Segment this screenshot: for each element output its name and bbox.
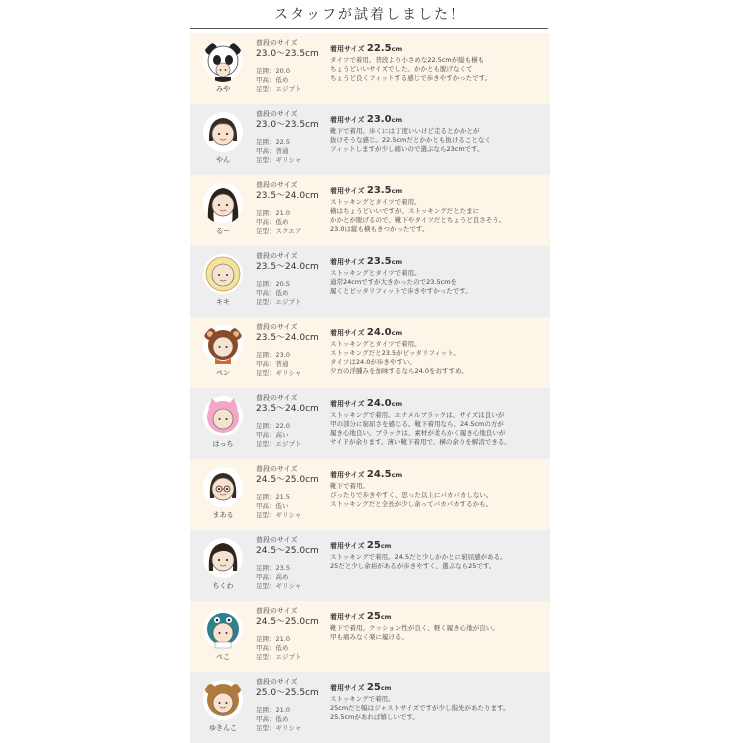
foot-stats: [256, 138, 326, 165]
staff-avatar-block: [197, 111, 249, 171]
instep-line: 甲高：低め: [256, 644, 289, 652]
wear-size-label: 着用サイズ: [330, 684, 365, 692]
review-comment-line: 靴下で着用。クッション性が良く、軽く履き心地が良い。: [330, 624, 499, 632]
foot-stats: [256, 280, 326, 307]
review-comment-line: 靴下で着用。歩くには丁度いいけど走るとかかとが: [330, 127, 480, 135]
instep-value: 低め: [275, 715, 289, 723]
instep-value: 普通: [275, 147, 289, 155]
review-comment: [330, 695, 548, 722]
staff-review-row: [190, 672, 550, 743]
usual-size-block: [256, 465, 326, 486]
wear-size-heading: [330, 185, 548, 197]
instep-label: 甲高: [256, 218, 269, 226]
wear-size-label: 着用サイズ: [330, 400, 365, 408]
staff-name: やん: [216, 156, 230, 164]
foot-type-value: ギリシャ: [275, 369, 302, 377]
staff-avatar-block: [197, 182, 249, 242]
usual-size-value: 23.5～24.0cm: [256, 262, 319, 272]
usual-size-label: 普段のサイズ: [256, 394, 298, 402]
wear-size-heading: [330, 256, 548, 268]
wear-size-label: 着用サイズ: [330, 116, 365, 124]
foot-stats: [256, 706, 326, 733]
staff-review-row: [190, 388, 550, 459]
review-comment-line: 履くとピッタリフィットで歩きやすかったです。: [330, 287, 472, 295]
foot-length-label: 足囲: [256, 635, 269, 643]
review-comment-line: ストッキングで着用。: [330, 695, 395, 703]
instep-value: 普通: [275, 360, 289, 368]
panda-icon: [202, 40, 244, 82]
wear-review-block: [330, 256, 548, 296]
usual-size-block: [256, 536, 326, 557]
blue-hood-icon: [202, 608, 244, 650]
review-comment: [330, 624, 548, 642]
foot-stats: [256, 564, 326, 591]
wear-size-value: 24.0: [366, 327, 392, 338]
foot-length-line: 足囲：20.5: [256, 280, 290, 288]
staff-review-row: [190, 459, 550, 530]
foot-length-value: 20.5: [275, 280, 290, 288]
staff-avatar-block: [197, 324, 249, 384]
wear-review-block: [330, 540, 548, 571]
foot-type-label: 足型: [256, 440, 269, 448]
foot-type-line: 足型：ギリシャ: [256, 582, 302, 590]
review-comment-line: かかとが脱げるので、靴下やタイツだとちょうど良さそう。: [330, 216, 506, 224]
wear-review-block: [330, 114, 548, 154]
wear-size-value: 23.5: [366, 185, 392, 196]
wear-size-label: 着用サイズ: [330, 613, 365, 621]
staff-name: はっち: [212, 440, 234, 448]
usual-size-value: 23.0～23.5cm: [256, 120, 319, 130]
wear-size-unit: cm: [391, 329, 403, 337]
foot-length-line: 足囲：23.0: [256, 351, 290, 359]
review-comment-line: ストッキングとタイツで着用。: [330, 198, 421, 206]
usual-size-value: 25.0～25.5cm: [256, 688, 319, 698]
foot-type-line: 足型：エジプト: [256, 298, 302, 306]
review-comment: [330, 553, 548, 571]
foot-length-label: 足囲: [256, 138, 269, 146]
foot-type-label: 足型: [256, 227, 269, 235]
wear-size-heading: [330, 611, 548, 623]
foot-length-line: 足囲：20.0: [256, 67, 290, 75]
instep-line: 甲高：普通: [256, 360, 289, 368]
foot-type-value: エジプト: [275, 85, 302, 93]
instep-value: 低め: [275, 644, 289, 652]
instep-value: 低い: [275, 502, 289, 510]
usual-size-block: [256, 181, 326, 202]
foot-length-label: 足囲: [256, 706, 269, 714]
review-comment-line: 抜けそうな感じ。22.5cmだとかかとも抜けることなく: [330, 136, 491, 144]
wear-size-heading: [330, 43, 548, 55]
usual-size-value: 24.5～25.0cm: [256, 617, 319, 627]
usual-size-label: 普段のサイズ: [256, 181, 298, 189]
instep-line: 甲高：高い: [256, 431, 289, 439]
foot-length-label: 足囲: [256, 564, 269, 572]
staff-name: キキ: [216, 298, 230, 306]
review-comment: [330, 411, 548, 447]
staff-review-list: [190, 33, 550, 743]
wear-size-label: 着用サイズ: [330, 187, 365, 195]
staff-name: みや: [216, 85, 230, 93]
wear-size-value: 22.5: [366, 43, 392, 54]
wear-size-value: 24.0: [366, 398, 392, 409]
title-divider: [190, 28, 548, 29]
foot-length-line: 足囲：21.0: [256, 706, 290, 714]
review-comment-line: 25cmだと幅はジャストサイズですが少し指先があたります。: [330, 704, 510, 712]
review-comment: [330, 56, 548, 83]
staff-name: るー: [216, 227, 230, 235]
foot-length-value: 21.5: [275, 493, 290, 501]
wear-size-heading: [330, 540, 548, 552]
instep-value: 低め: [275, 218, 289, 226]
staff-avatar-block: [197, 466, 249, 526]
instep-label: 甲高: [256, 715, 269, 723]
foot-type-label: 足型: [256, 369, 269, 377]
usual-size-label: 普段のサイズ: [256, 678, 298, 686]
foot-length-value: 21.0: [275, 209, 290, 217]
staff-avatar-block: [197, 395, 249, 455]
foot-type-label: 足型: [256, 298, 269, 306]
staff-review-row: [190, 246, 550, 317]
foot-type-line: 足型：エジプト: [256, 85, 302, 93]
staff-name: ゆきんこ: [209, 724, 237, 732]
wear-size-unit: cm: [391, 187, 403, 195]
instep-label: 甲高: [256, 76, 269, 84]
usual-size-value: 24.5～25.0cm: [256, 475, 319, 485]
usual-size-value: 23.5～24.0cm: [256, 333, 319, 343]
wear-size-unit: cm: [391, 45, 403, 53]
foot-type-label: 足型: [256, 156, 269, 164]
wear-size-value: 25: [366, 682, 381, 693]
review-comment-line: 通常24cmですが大きかったので23.5cmを: [330, 278, 458, 286]
review-comment-line: 25.5cmがあれば嬉しいです。: [330, 713, 419, 721]
wear-size-value: 24.5: [366, 469, 392, 480]
review-comment-line: サイドが余ります。薄い靴下着用で、横の余りを解消できる。: [330, 438, 511, 446]
instep-line: 甲高：低め: [256, 289, 289, 297]
foot-type-value: ギリシャ: [275, 511, 302, 519]
foot-length-line: 足囲：22.0: [256, 422, 290, 430]
foot-length-value: 23.5: [275, 564, 290, 572]
review-comment-line: 夕方の浮腫みを加味するなら24.0をおすすめ。: [330, 367, 468, 375]
foot-type-label: 足型: [256, 85, 269, 93]
staff-avatar-block: [197, 253, 249, 313]
wear-size-label: 着用サイズ: [330, 329, 365, 337]
review-comment-line: ストッキングとタイツで着用。: [330, 269, 421, 277]
foot-type-label: 足型: [256, 582, 269, 590]
foot-length-value: 20.0: [275, 67, 290, 75]
instep-line: 甲高：低め: [256, 76, 289, 84]
review-comment-line: ストッキングだと23.5がピッタリフィット。: [330, 349, 460, 357]
instep-label: 甲高: [256, 360, 269, 368]
staff-review-row: [190, 175, 550, 246]
instep-label: 甲高: [256, 147, 269, 155]
usual-size-block: [256, 678, 326, 699]
foot-length-label: 足囲: [256, 422, 269, 430]
foot-stats: [256, 351, 326, 378]
foot-type-value: スクエア: [275, 227, 302, 235]
instep-label: 甲高: [256, 431, 269, 439]
pink-cat-icon: [202, 395, 244, 437]
foot-type-value: ギリシャ: [275, 582, 302, 590]
foot-length-value: 21.0: [275, 706, 290, 714]
wear-size-label: 着用サイズ: [330, 258, 365, 266]
bear-icon: [202, 324, 244, 366]
review-comment-line: 横はちょうどいいですが、ストッキングだとたまに: [330, 207, 480, 215]
review-comment: [330, 127, 548, 154]
review-comment-line: ストッキングで着用。24.5だと少しかかとに窮屈感がある。: [330, 553, 507, 561]
wear-review-block: [330, 469, 548, 509]
foot-length-label: 足囲: [256, 209, 269, 217]
instep-label: 甲高: [256, 644, 269, 652]
wear-review-block: [330, 327, 548, 376]
review-comment-line: ストッキングだと全長が少し余ってパカパカするかも。: [330, 500, 493, 508]
instep-line: 甲高：高め: [256, 573, 289, 581]
usual-size-value: 23.0～23.5cm: [256, 49, 319, 59]
foot-type-label: 足型: [256, 724, 269, 732]
wear-size-heading: [330, 398, 548, 410]
woman-medium-hair-icon: [202, 111, 244, 153]
staff-avatar-block: [197, 537, 249, 597]
review-comment-line: 甲も痛みなく楽に履ける。: [330, 633, 408, 641]
foot-length-line: 足囲：21.0: [256, 635, 290, 643]
foot-type-label: 足型: [256, 511, 269, 519]
instep-value: 高い: [275, 431, 289, 439]
foot-type-line: 足型：エジプト: [256, 440, 302, 448]
review-comment-line: ぴったりで歩きやすく、思った以上にパカパカしない。: [330, 491, 493, 499]
wear-size-unit: cm: [380, 613, 392, 621]
review-comment-line: タイツで着用。普段より小さめな22.5cmが縦も横も: [330, 56, 485, 64]
staff-review-row: [190, 601, 550, 672]
wear-size-unit: cm: [380, 684, 392, 692]
foot-type-line: 足型：スクエア: [256, 227, 302, 235]
usual-size-label: 普段のサイズ: [256, 323, 298, 331]
foot-type-value: エジプト: [275, 653, 302, 661]
wear-review-block: [330, 611, 548, 642]
review-comment-line: ストッキングで着用。エナメルブラックは、サイズは良いが: [330, 411, 505, 419]
foot-stats: [256, 209, 326, 236]
staff-review-row: [190, 317, 550, 388]
review-comment-line: ストッキングとタイツで着用。: [330, 340, 421, 348]
foot-stats: [256, 422, 326, 449]
review-comment-line: 靴下で着用。: [330, 482, 369, 490]
review-comment-line: 23.0は縦も横もきつかったです。: [330, 225, 429, 233]
staff-review-row: [190, 530, 550, 601]
wear-review-block: [330, 682, 548, 722]
wear-size-value: 25: [366, 540, 381, 551]
usual-size-value: 23.5～24.0cm: [256, 191, 319, 201]
foot-length-line: 足囲：22.5: [256, 138, 290, 146]
foot-length-line: 足囲：21.5: [256, 493, 290, 501]
foot-length-value: 22.5: [275, 138, 290, 146]
review-comment-line: 履き心地良い。ブラックは、素材が柔らかく履き心地良いが: [330, 429, 506, 437]
page-title: スタッフが試着しました！: [274, 7, 466, 23]
review-comment: [330, 198, 548, 234]
review-comment-line: タイツは24.0が歩きやすい。: [330, 358, 416, 366]
instep-label: 甲高: [256, 289, 269, 297]
lion-icon: [202, 253, 244, 295]
foot-length-label: 足囲: [256, 67, 269, 75]
review-comment-line: 25だと少し余裕があるが歩きやすく、選ぶなら25です。: [330, 562, 496, 570]
foot-type-value: ギリシャ: [275, 156, 302, 164]
instep-label: 甲高: [256, 573, 269, 581]
foot-length-label: 足囲: [256, 493, 269, 501]
staff-avatar-block: [197, 679, 249, 739]
review-comment-line: フィットしますが少し痛いので選ぶなら23cmです。: [330, 145, 484, 153]
wear-size-label: 着用サイズ: [330, 471, 365, 479]
wear-review-block: [330, 43, 548, 83]
instep-line: 甲高：低い: [256, 502, 289, 510]
foot-length-value: 22.0: [275, 422, 290, 430]
usual-size-label: 普段のサイズ: [256, 110, 298, 118]
usual-size-block: [256, 394, 326, 415]
usual-size-block: [256, 110, 326, 131]
woman-glasses-icon: [202, 466, 244, 508]
usual-size-label: 普段のサイズ: [256, 465, 298, 473]
woman-bob-hair-icon: [202, 537, 244, 579]
usual-size-label: 普段のサイズ: [256, 607, 298, 615]
foot-type-value: ギリシャ: [275, 724, 302, 732]
usual-size-block: [256, 323, 326, 344]
wear-size-heading: [330, 114, 548, 126]
staff-name: ちくわ: [212, 582, 234, 590]
staff-avatar-block: [197, 40, 249, 100]
foot-length-line: 足囲：21.0: [256, 209, 290, 217]
wear-size-unit: cm: [391, 400, 403, 408]
instep-value: 低め: [275, 289, 289, 297]
wear-review-block: [330, 398, 548, 447]
staff-name: ぺこ: [216, 653, 230, 661]
instep-label: 甲高: [256, 502, 269, 510]
foot-stats: [256, 493, 326, 520]
wear-size-unit: cm: [380, 542, 392, 550]
foot-length-label: 足囲: [256, 280, 269, 288]
review-comment-line: 甲の部分に窮屈さを感じる。靴下着用なら、24.5cmの方が: [330, 420, 504, 428]
instep-value: 低め: [275, 76, 289, 84]
wear-size-label: 着用サイズ: [330, 542, 365, 550]
staff-review-row: [190, 33, 550, 104]
instep-line: 甲高：低め: [256, 218, 289, 226]
foot-type-line: 足型：ギリシャ: [256, 369, 302, 377]
foot-type-line: 足型：ギリシャ: [256, 511, 302, 519]
review-comment: [330, 340, 548, 376]
instep-line: 甲高：普通: [256, 147, 289, 155]
usual-size-label: 普段のサイズ: [256, 536, 298, 544]
usual-size-value: 23.5～24.0cm: [256, 404, 319, 414]
usual-size-block: [256, 252, 326, 273]
wear-size-label: 着用サイズ: [330, 45, 365, 53]
foot-length-value: 21.0: [275, 635, 290, 643]
review-comment-line: ちょうどいいサイズでした。かかとも脱げなくて: [330, 65, 473, 73]
review-comment: [330, 482, 548, 509]
foot-length-value: 23.0: [275, 351, 290, 359]
brown-bear-icon: [202, 679, 244, 721]
foot-type-label: 足型: [256, 653, 269, 661]
foot-type-line: 足型：エジプト: [256, 653, 302, 661]
wear-size-heading: [330, 469, 548, 481]
foot-length-label: 足囲: [256, 351, 269, 359]
wear-size-heading: [330, 327, 548, 339]
instep-line: 甲高：低め: [256, 715, 289, 723]
foot-type-line: 足型：ギリシャ: [256, 156, 302, 164]
wear-size-unit: cm: [391, 471, 403, 479]
review-comment: [330, 269, 548, 296]
staff-name: まある: [212, 511, 234, 519]
wear-size-value: 23.5: [366, 256, 392, 267]
foot-stats: [256, 67, 326, 94]
wear-size-unit: cm: [391, 116, 403, 124]
staff-name: ペン: [216, 369, 230, 377]
instep-value: 高め: [275, 573, 289, 581]
foot-type-value: エジプト: [275, 440, 302, 448]
staff-review-row: [190, 104, 550, 175]
foot-stats: [256, 635, 326, 662]
staff-avatar-block: [197, 608, 249, 668]
review-comment-line: ちょうど良くフィットする感じで歩きやすかったです。: [330, 74, 492, 82]
foot-type-value: エジプト: [275, 298, 302, 306]
wear-size-heading: [330, 682, 548, 694]
usual-size-block: [256, 607, 326, 628]
wear-size-unit: cm: [391, 258, 403, 266]
foot-length-line: 足囲：23.5: [256, 564, 290, 572]
woman-long-hair-icon: [202, 182, 244, 224]
usual-size-value: 24.5～25.0cm: [256, 546, 319, 556]
wear-review-block: [330, 185, 548, 234]
foot-type-line: 足型：ギリシャ: [256, 724, 302, 732]
wear-size-value: 25: [366, 611, 381, 622]
usual-size-label: 普段のサイズ: [256, 39, 298, 47]
wear-size-value: 23.0: [366, 114, 392, 125]
usual-size-block: [256, 39, 326, 60]
usual-size-label: 普段のサイズ: [256, 252, 298, 260]
